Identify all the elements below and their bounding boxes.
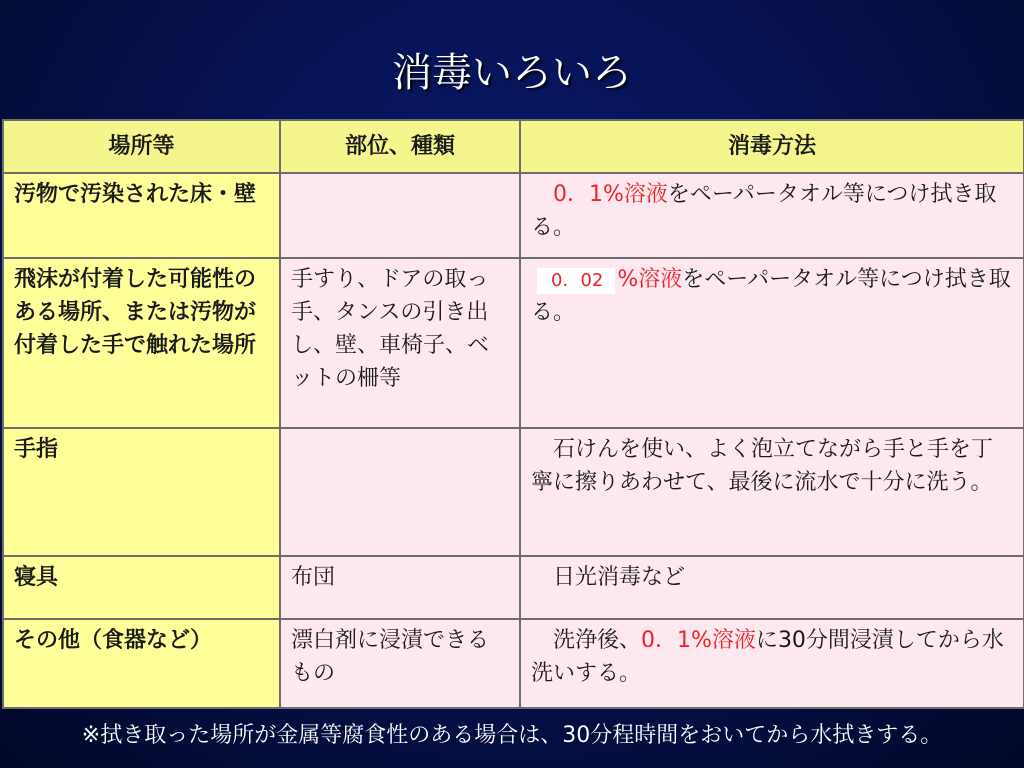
cell-method <box>520 173 1024 258</box>
method-text: をペーパータオル等につけ拭き取る。 <box>531 182 997 240</box>
method-prefix: 洗浄後、 <box>553 628 642 653</box>
method-indent <box>531 182 553 207</box>
cell-place: その他（食器など） <box>3 619 280 708</box>
slide-title: 消毒いろいろ <box>392 50 632 96</box>
table-row <box>3 428 1024 556</box>
method-indent <box>531 437 553 462</box>
method-indent <box>531 628 553 653</box>
method-text: 日光消毒など <box>553 565 686 590</box>
cell-place: 寝具 <box>3 556 280 619</box>
method-concentration: 0．1%溶液 <box>641 628 756 653</box>
footnote: ※拭き取った場所が金属等腐食性のある場合は、30分程時間をおいてから水拭きする。 <box>81 723 943 748</box>
cell-part: 手すり、ドアの取っ手、タンスの引き出し、壁、車椅子、ベットの柵等 <box>280 258 520 428</box>
table-row <box>3 258 1024 428</box>
method-text: をペーパータオル等につけ拭き取る。 <box>531 267 1011 325</box>
table-header-row <box>3 120 1024 173</box>
cell-part: 漂白剤に浸漬できるもの <box>280 619 520 708</box>
method-concentration: %溶液 <box>617 267 683 292</box>
header-place: 場所等 <box>3 120 280 173</box>
cell-method <box>520 258 1024 428</box>
cell-part <box>280 173 520 258</box>
header-part: 部位、種類 <box>280 120 520 173</box>
cell-method <box>520 556 1024 619</box>
table-row <box>3 619 1024 708</box>
table-row <box>3 173 1024 258</box>
method-text: に30分間浸漬してから水洗いする。 <box>531 628 1004 686</box>
table-row <box>3 556 1024 619</box>
cell-part <box>280 428 520 556</box>
method-text: 石けんを使い、よく泡立てながら手と手を丁寧に擦りあわせて、最後に流水で十分に洗う。 <box>531 437 994 495</box>
cell-place: 汚物で汚染された床・壁 <box>3 173 280 258</box>
cell-method <box>520 619 1024 708</box>
header-method: 消毒方法 <box>520 120 1024 173</box>
cell-part: 布団 <box>280 556 520 619</box>
concentration-box: 0．02 <box>537 268 615 294</box>
method-indent <box>531 565 553 590</box>
disinfection-table <box>2 119 1024 709</box>
cell-method <box>520 428 1024 556</box>
cell-place: 手指 <box>3 428 280 556</box>
method-concentration: 0．1%溶液 <box>553 182 668 207</box>
cell-place: 飛沫が付着した可能性のある場所、または汚物が付着した手で触れた場所 <box>3 258 280 428</box>
